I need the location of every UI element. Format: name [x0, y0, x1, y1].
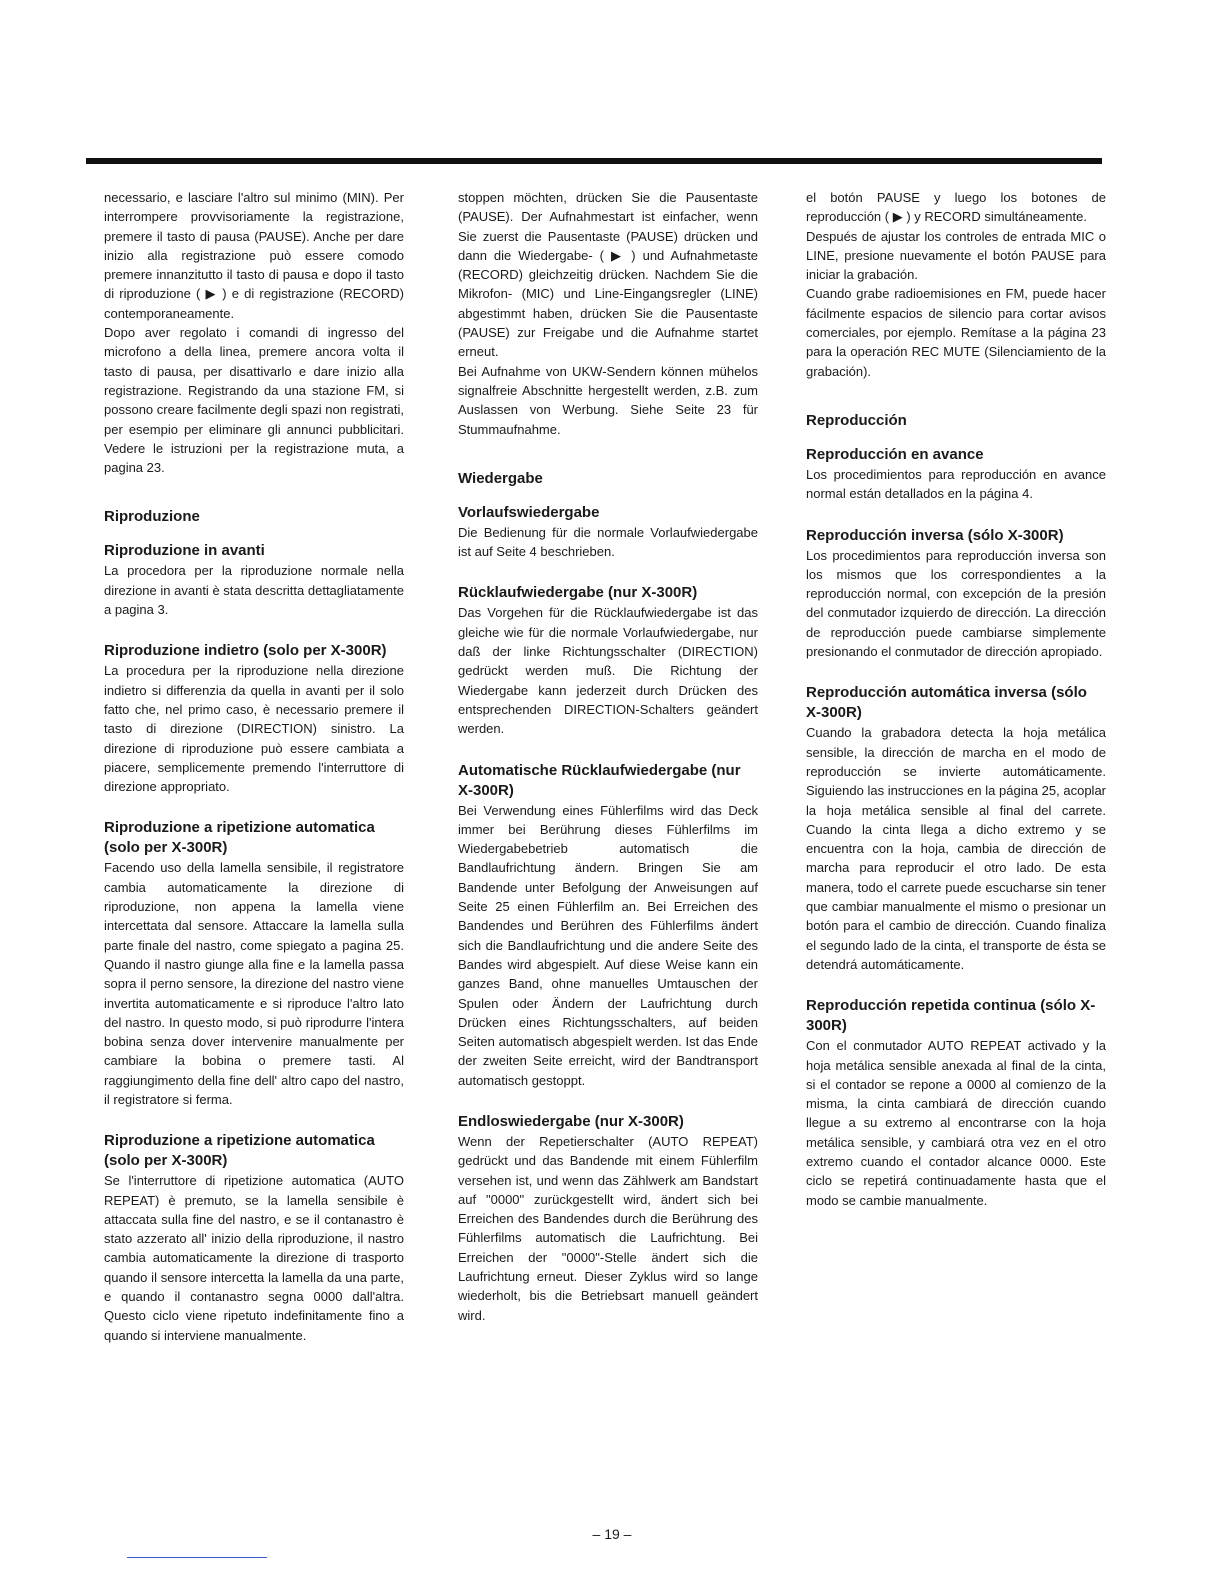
section-heading: Riproduzione	[104, 508, 200, 526]
section-heading: Reproducción	[806, 411, 907, 429]
spanish-column	[806, 188, 1106, 1210]
paragraph: Die Bedienung für die normale Vorlaufwiedergabe ist auf Seite 4 beschrieben.	[458, 524, 758, 560]
paragraph: Después de ajustar los controles de entrada MIC o LINE, presione nuevamente el botón PAUSE para iniciar la grabación.	[806, 228, 1106, 283]
paragraph: necessario, e lasciare l'altro sul minimo (MIN). Per interrompere provvisoriamente la registrazione, premere il tasto di pausa (PAUSE). Anche per dare inizio alla registrazione può essere comodo premere innanzitutto il tasto di pausa e dopo il tasto di riproduzione ( ▶ ) e di registrazione (RECORD) contemporaneamente.	[104, 190, 404, 321]
paragraph: Con el conmutador AUTO REPEAT activado y la hoja metálica sensible anexada al final de la cinta, si el contador se repone a 0000 al comienzo de la misma, la cinta cambiará de dirección cuando llegue a su extremo al encontrarse con la hoja metálica sensible, y cambiará otra vez en el otro extremo cuando el contador alcance 0000. Este ciclo se repetirá continuadamente hasta que el modo se cambie manualmente.	[806, 1038, 1106, 1208]
paragraph: Bei Aufnahme von UKW-Sendern können mühelos signalfreie Abschnitte hergestellt werden, z.B. zum Auslassen von Werbung. Siehe Seite 23 für Stummaufnahme.	[458, 363, 758, 437]
top-rule	[86, 158, 1102, 164]
subsection-heading: Reproducción inversa (sólo X-300R)	[806, 526, 1064, 544]
subsection-heading: Reproducción repetida continua (sólo X-300R)	[806, 997, 1096, 1035]
subsection-heading: Riproduzione a ripetizione automatica (solo per X-300R)	[104, 1132, 375, 1170]
paragraph: Se l'interruttore di ripetizione automatica (AUTO REPEAT) è premuto, se la lamella sensibile è attaccata sulla fine del nastro, e se il contanastro è stato azzerato all' inizio della riproduzione, il nastro cambia automaticamente la direzione di trasporto quando il sensore intercetta la lamella da una parte, e quando il contanastro segna 0000 dall'altra. Questo ciclo viene ripetuto indefinitamente fino a quando si interviene manualmente.	[104, 1173, 404, 1343]
italian-column	[104, 188, 404, 1345]
footer-link-underline	[127, 1557, 267, 1558]
paragraph: el botón PAUSE y luego los botones de reproducción ( ▶ ) y RECORD simultáneamente.	[806, 190, 1106, 225]
subsection-heading: Vorlaufswiedergabe	[458, 503, 600, 521]
paragraph: Bei Verwendung eines Fühlerfilms wird das Deck immer bei Berührung dieses Fühlerfilms im Wiedergabebetrieb automatisch die Bandlaufrichtung ändern. Bringen Sie am Bandende unter Befolgung der Anweisungen auf Seite 25 einen Fühlerfilm an. Bei Erreichen des Bandendes und Berühren des Fühlerfilms ändert sich die Bandlaufrichtung und die andere Seite des Bandes wird abgespielt. Auf diese Weise kann ein ganzes Band, ohne manuelles Umtauschen der Spulen oder Ändern der Laufrichtung durch Drücken eines Richtungsschalters, auf beiden Seiten automatisch abgespielt werden. Ist das Ende der zweiten Seite erreicht, wird der Bandtransport automatisch gestoppt.	[458, 802, 758, 1088]
paragraph: Cuando la grabadora detecta la hoja metálica sensible, la dirección de marcha en el modo de reproducción se invierte automáticamente. Siguiendo las instrucciones en la página 25, acoplar la hoja metálica sensible al final del carrete. Cuando la cinta llega a dicho extremo y se encuentra con la hoja, cambia de dirección de marcha para reproducir el otro lado. De esta manera, todo el carrete puede escucharse sin tener que cambiar manualmente el mismo o presionar un botón para el cambio de dirección. Cuando finaliza el segundo lado de la cinta, el transporte de ésta se detendrá automáticamente.	[806, 725, 1106, 972]
subsection-heading: Endloswiedergabe (nur X-300R)	[458, 1112, 684, 1130]
subsection-heading: Automatische Rücklaufwiedergabe (nur X-300R)	[458, 761, 741, 799]
page-number: – 19 –	[592, 1526, 632, 1542]
paragraph: Los procedimientos para reproducción inversa son los mismos que los correspondientes a la reproducción normal, con excepción de la presión del conmutador izquierdo de dirección. La dirección de reproducción puede cambiarse simplemente presionando el conmutador de dirección apropiado.	[806, 547, 1106, 660]
paragraph: Los procedimientos para reproducción en avance normal están detallados en la página 4.	[806, 466, 1106, 502]
paragraph: Cuando grabe radioemisiones en FM, puede hacer fácilmente espacios de silencio para cortar avisos comerciales, por ejemplo. Remítase a la página 23 para la operación REC MUTE (Silenciamiento de la grabación).	[806, 286, 1106, 379]
paragraph: Wenn der Repetierschalter (AUTO REPEAT) gedrückt und das Bandende mit einem Fühlerfilm versehen ist, und wenn das Zählwerk am Bandstart auf "0000" zurückgestellt wird, ändert sich bei Erreichen des Bandendes durch die Berührung des Fühlerfilms automatisch die Laufrichtung. Bei Erreichen der "0000"-Stelle ändert sich die Laufrichtung erneut. Dieser Zyklus wird so lange wiederholt, bis die Betriebsart manuell geändert wird.	[458, 1133, 758, 1323]
section-heading: Wiedergabe	[458, 469, 543, 487]
paragraph: Das Vorgehen für die Rücklaufwiedergabe ist das gleiche wie für die normale Vorlaufwiedergabe, nur daß der linke Richtungsschalter (DIRECTION) gedrückt werden muß. Die Richtung der Wiedergabe kann jederzeit durch Drücken des entsprechenden DIRECTION-Schalters geändert werden.	[458, 605, 758, 737]
subsection-heading: Riproduzione a ripetizione automatica (solo per X-300R)	[104, 819, 375, 857]
subsection-heading: Riproduzione indietro (solo per X-300R)	[104, 642, 387, 660]
subsection-heading: Rücklaufwiedergabe (nur X-300R)	[458, 584, 698, 602]
subsection-heading: Reproducción automática inversa (sólo X-300R)	[806, 684, 1087, 722]
paragraph: La procedura per la riproduzione nella direzione indietro si differenzia da quella in avanti per il solo fatto che, nel primo caso, è necessario premere il tasto di direzione (DIRECTION) sinistro. La direzione di riproduzione può essere cambiata a piacere, semplicemente premendo l'interruttore di direzione appropriato.	[104, 663, 404, 795]
subsection-heading: Riproduzione in avanti	[104, 542, 265, 560]
paragraph: Dopo aver regolato i comandi di ingresso del microfono a della linea, premere ancora volta il tasto di pausa, per disattivarlo e dare inizio alla registrazione. Registrando da una stazione FM, si possono creare facilmente degli spazi non registrati, per esempio per eliminare gli annunci pubblicitari. Vedere le istruzioni per la registrazione muta, a pagina 23.	[104, 325, 404, 476]
german-column	[458, 188, 758, 1325]
paragraph: stoppen möchten, drücken Sie die Pausentaste (PAUSE). Der Aufnahmestart ist einfacher, wenn Sie zuerst die Pausentaste (PAUSE) drücken und dann die Wiedergabe- ( ▶ ) und Aufnahmetaste (RECORD) gleichzeitig drücken. Nachdem Sie die Mikrofon- (MIC) und Line-Eingangsregler (LINE) abgestimmt haben, drücken Sie die Pausentaste (PAUSE) zur Freigabe und die Aufnahme startet erneut.	[458, 190, 758, 360]
paragraph: Facendo uso della lamella sensibile, il registratore cambia automaticamente la direzione di riproduzione, non appena la lamella viene intercettata dal sensore. Attaccare la lamella sulla parte finale del nastro, come spiegato a pagina 25. Quando il nastro giunge alla fine e la lamella passa sopra il perno sensore, la direzione del nastro viene invertita automaticamente e si riproduce l'altro lato del nastro. In questo modo, si può riprodurre l'intera bobina senza dover intervenire manualmente per cambiare la bobina o premere tasti. Al raggiungimento della fine dell' altro capo del nastro, il registratore si ferma.	[104, 860, 404, 1107]
subsection-heading: Reproducción en avance	[806, 445, 984, 463]
paragraph: La procedora per la riproduzione normale nella direzione in avanti è stata descritta dettagliatamente a pagina 3.	[104, 563, 404, 618]
